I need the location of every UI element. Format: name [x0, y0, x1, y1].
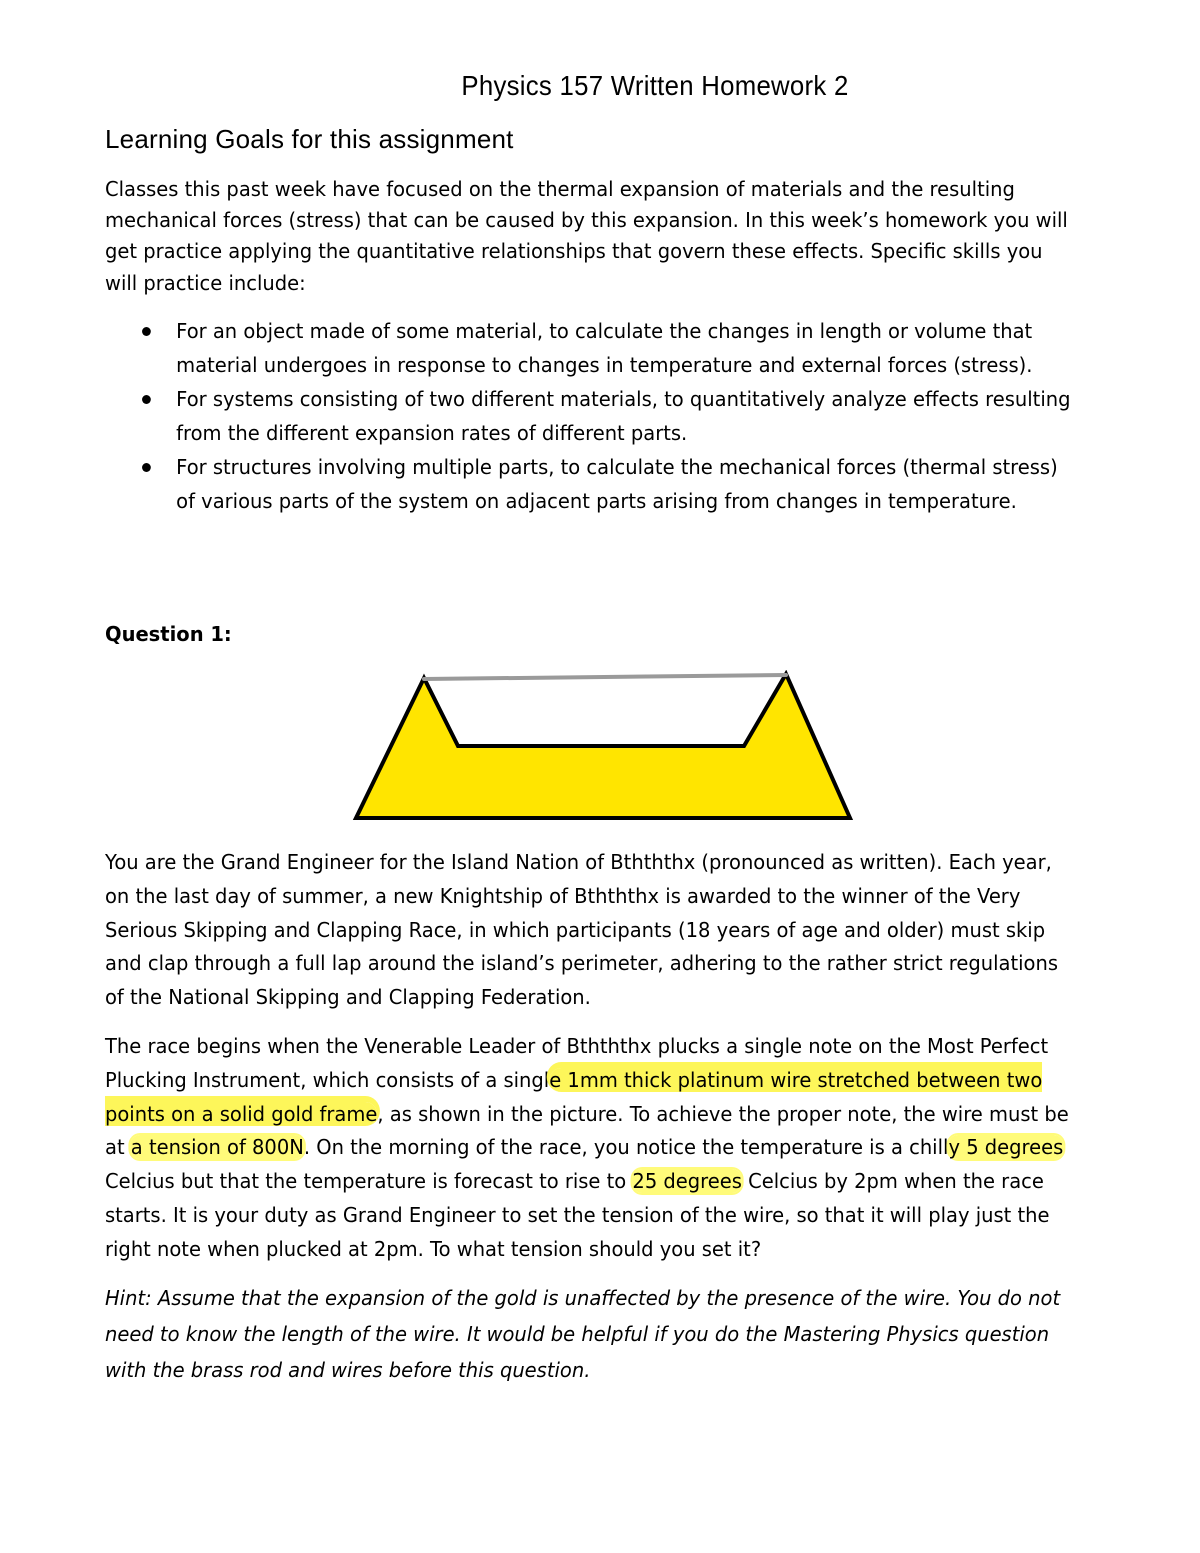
list-item: [105, 450, 1080, 518]
question-label: Question 1:: [105, 622, 232, 646]
intro-paragraph: Classes this past week have focused on the thermal expansion of materials and the resulting mechanical forces (stress) that can be caused by this expansion. In this week’s homework you will get practice applying the quantitative relationships that govern these effects. Specific skills you will practice include:: [105, 177, 1068, 295]
learning-goals-heading: Learning Goals for this assignment: [105, 124, 514, 154]
paragraph-text: . On the morning of the race, you notice the temperature is a chill: [303, 1135, 949, 1160]
question-paragraph-2: [105, 1030, 1080, 1267]
goal-text: For structures involving multiple parts, to calculate the mechanical forces (thermal stress) of various parts of the system on adjacent parts arising from changes in temperature.: [176, 455, 1058, 513]
list-item: [105, 314, 1080, 382]
highlight-wire-description: e 1mm thick platinum wire stretched between two points on a solid gold frame: [105, 1067, 1043, 1126]
list-item: [105, 382, 1080, 450]
paragraph-text: , as shown in the picture. To achieve the proper note, the wire must be at: [105, 1101, 1069, 1160]
goals-list: [105, 314, 1080, 518]
highlight-tension: a tension of 800N: [130, 1135, 304, 1160]
paragraph-text: Celcius by 2pm when the race starts. It is your duty as Grand Engineer to set the tension of the wire, so that it will play just the right note when plucked at 2pm. To what tension should you set it?: [105, 1169, 1050, 1261]
gold-frame-diagram: [350, 670, 860, 828]
highlight-end-temperature: 25 degrees: [632, 1169, 742, 1194]
platinum-wire: [424, 675, 786, 679]
goal-text: For systems consisting of two different materials, to quantitatively analyze effects resulting from the different expansion rates of different parts.: [176, 387, 1071, 445]
question-paragraph-1: You are the Grand Engineer for the Island Nation of Bthththx (pronounced as written). Each year, on the last day of summer, a new Knightship of Bthththx is awarded to the winner of the Very Serious Skipping and Clapping Race, in which participants (18 years of age and older) must skip and clap through a full lap around the island’s perimeter, adhering to the rather strict regulations of the National Skipping and Clapping Federation.: [105, 850, 1059, 1010]
goal-text: For an object made of some material, to calculate the changes in length or volume that material undergoes in response to changes in temperature and external forces (stress).: [176, 319, 1033, 377]
hint-paragraph: Hint: Assume that the expansion of the gold is unaffected by the presence of the wire. You do not need to know the length of the wire. It would be helpful if you do the Mastering Physics question with the brass rod and wires before this question.: [105, 1286, 1061, 1382]
paragraph-text: Celcius but that the temperature is forecast to rise to: [105, 1169, 633, 1194]
highlight-start-temperature: y 5 degrees: [948, 1135, 1064, 1160]
page-title: Physics 157 Written Homework 2: [461, 70, 849, 101]
paragraph-text: The race begins when the Venerable Leader of Bthththx plucks a single note on the Most Perfect Plucking Instrument, which consists of a singl: [105, 1034, 1049, 1092]
gold-frame: [356, 674, 850, 818]
